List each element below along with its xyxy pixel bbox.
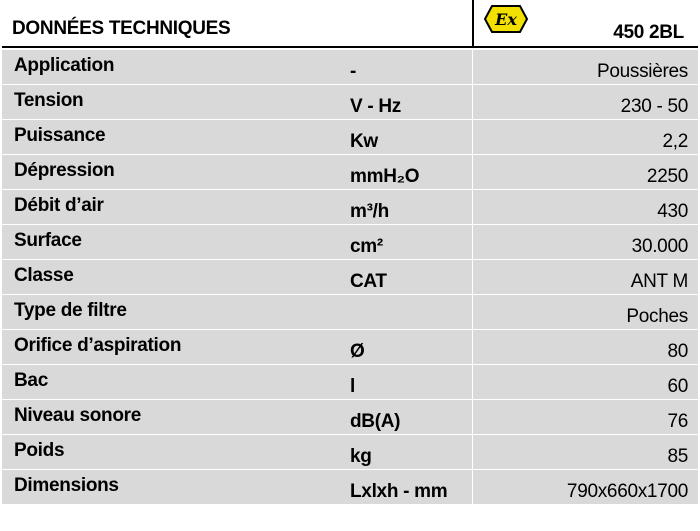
column-divider — [472, 330, 473, 364]
spec-value: Poussières — [597, 61, 688, 82]
spec-label: Niveau sonore — [14, 405, 142, 426]
spec-rows — [2, 50, 698, 505]
table-row — [2, 85, 698, 120]
column-divider — [472, 400, 473, 434]
column-divider — [472, 295, 473, 329]
spec-unit: Ø — [350, 341, 365, 362]
spec-value: 230 - 50 — [620, 96, 688, 117]
column-divider — [472, 85, 473, 119]
column-divider — [472, 225, 473, 259]
spec-label: Dimensions — [14, 475, 119, 496]
table-row — [2, 365, 698, 400]
model-name: 450 2BL — [613, 22, 684, 43]
table-row — [2, 400, 698, 435]
spec-label: Poids — [14, 440, 65, 461]
column-divider — [472, 155, 473, 189]
spec-unit: Lxlxh - mm — [350, 481, 448, 502]
spec-unit: kg — [350, 446, 372, 467]
spec-value: 60 — [667, 376, 688, 397]
spec-value: ANT M — [630, 271, 688, 292]
spec-value: 790x660x1700 — [566, 481, 688, 502]
table-row — [2, 295, 698, 330]
spec-unit: Kw — [350, 131, 378, 152]
table-title: DONNÉES TECHNIQUES — [12, 18, 231, 39]
spec-label: Débit d’air — [14, 195, 104, 216]
spec-unit: CAT — [350, 271, 387, 292]
technical-data-table — [2, 0, 698, 510]
spec-unit: V - Hz — [350, 96, 401, 117]
table-row — [2, 470, 698, 505]
spec-value: 80 — [667, 341, 688, 362]
ex-atex-icon — [484, 4, 528, 34]
spec-label: Type de filtre — [14, 300, 127, 321]
spec-value: 30.000 — [631, 236, 688, 257]
spec-label: Classe — [14, 265, 74, 286]
spec-value: 430 — [657, 201, 688, 222]
table-row — [2, 435, 698, 470]
column-divider — [472, 120, 473, 154]
table-row — [2, 225, 698, 260]
spec-label: Orifice d’aspiration — [14, 335, 182, 356]
spec-value: Poches — [626, 306, 688, 327]
table-header — [2, 0, 698, 48]
spec-value: 2250 — [646, 166, 688, 187]
table-row — [2, 190, 698, 225]
header-divider — [472, 0, 474, 48]
spec-label: Surface — [14, 230, 82, 251]
column-divider — [472, 435, 473, 469]
column-divider — [472, 190, 473, 224]
spec-unit: cm² — [350, 236, 383, 257]
spec-unit: m³/h — [350, 201, 389, 222]
column-divider — [472, 50, 473, 84]
spec-unit: l — [350, 376, 355, 397]
column-divider — [472, 365, 473, 399]
table-row — [2, 260, 698, 295]
column-divider — [472, 470, 473, 504]
table-row — [2, 120, 698, 155]
spec-value: 76 — [667, 411, 688, 432]
spec-label: Dépression — [14, 160, 115, 181]
ex-logo-text: Ex — [495, 10, 517, 29]
spec-unit: mmH₂O — [350, 166, 420, 187]
column-divider — [472, 260, 473, 294]
spec-label: Application — [14, 55, 115, 76]
table-row — [2, 330, 698, 365]
table-row — [2, 155, 698, 190]
spec-label: Tension — [14, 90, 84, 111]
spec-unit: dB(A) — [350, 411, 401, 432]
spec-label: Bac — [14, 370, 48, 391]
spec-label: Puissance — [14, 125, 106, 146]
spec-value: 85 — [667, 446, 688, 467]
spec-value: 2,2 — [662, 131, 688, 152]
spec-unit: - — [350, 61, 357, 82]
table-row — [2, 50, 698, 85]
